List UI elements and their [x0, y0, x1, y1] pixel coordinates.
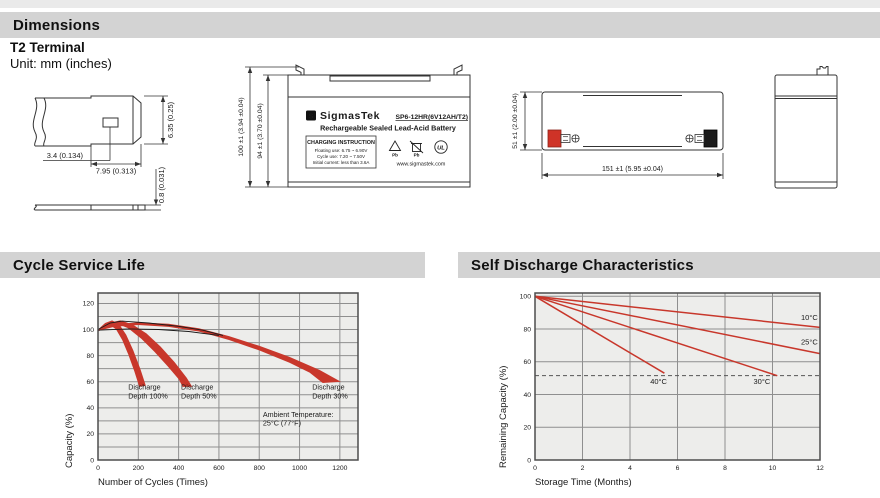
dim-width-label: 51 ±1 (2.00 ±0.04) — [512, 93, 519, 149]
charging-title: CHARGING INSTRUCTION — [307, 140, 375, 146]
battery-type-line: Rechargeable Sealed Lead-Acid Battery — [320, 123, 456, 133]
section-title-dimensions: Dimensions — [13, 16, 101, 34]
chart-annotation: Discharge — [128, 382, 161, 392]
section-header-self-discharge — [458, 252, 880, 278]
x-axis-label: Storage Time (Months) — [535, 477, 632, 488]
x-tick-label: 6 — [675, 465, 680, 472]
chart-annotation: Ambient Temperature: — [262, 409, 334, 419]
chart-annotation: Depth 100% — [128, 391, 168, 401]
y-tick-label: 60 — [86, 379, 94, 387]
x-tick-label: 0 — [533, 465, 537, 472]
unit-note: Unit: mm (inches) — [10, 56, 112, 71]
x-tick-label: 800 — [253, 465, 265, 472]
y-tick-label: 0 — [90, 457, 94, 465]
x-tick-label: 4 — [628, 465, 632, 472]
side-view-outline — [775, 67, 837, 189]
x-tick-label: 0 — [96, 465, 100, 472]
y-tick-label: 20 — [523, 424, 531, 432]
battery-side-view-drawing — [765, 58, 855, 193]
y-tick-label: 40 — [523, 391, 531, 399]
x-tick-label: 10 — [768, 465, 777, 472]
cycle-service-life-chart — [58, 287, 368, 498]
y-tick-label: 80 — [523, 326, 531, 334]
y-tick-label: 100 — [519, 293, 531, 301]
section-title-cycle-life: Cycle Service Life — [13, 256, 146, 274]
chart-annotation: Depth 30% — [312, 391, 348, 401]
ul-letters: UL — [437, 145, 445, 152]
terminal-type-heading: T2 Terminal — [10, 40, 85, 55]
website-text: www.sigmastek.com — [396, 161, 446, 168]
charging-line-1: Floating use: 6.75 ~ 6.90V — [314, 148, 368, 153]
y-tick-label: 100 — [82, 326, 94, 334]
y-axis-label: Capacity (%) — [64, 413, 75, 468]
side-terminal-tab — [817, 67, 828, 76]
dimension-arrows — [91, 96, 165, 205]
dim-tab-height-label: 6.35 (0.25) — [166, 101, 175, 139]
page-top-strip — [0, 0, 880, 8]
dim-thickness-label: 0.8 (0.031) — [157, 166, 166, 204]
dim-case-height-label: 94 ±1 (3.70 ±0.04) — [257, 103, 264, 159]
y-tick-label: 120 — [82, 300, 94, 308]
logo-letter: S — [308, 111, 314, 121]
brand-name: SigmasTek — [320, 110, 381, 122]
battery-front-view-drawing — [235, 55, 490, 205]
chart-annotation: Discharge — [312, 382, 345, 392]
y-tick-label: 80 — [86, 352, 94, 360]
x-tick-label: 1000 — [291, 465, 308, 472]
series-label: 30°C — [753, 376, 771, 386]
y-axis-label: Remaining Capacity (%) — [498, 365, 509, 468]
self-discharge-chart — [492, 287, 837, 498]
series-label: 25°C — [801, 337, 818, 347]
dim-total-height-label: 100 ±1 (3.94 ±0.04) — [238, 97, 245, 157]
chart-annotation: Depth 50% — [181, 391, 217, 401]
x-tick-label: 8 — [723, 465, 727, 472]
y-tick-label: 60 — [523, 359, 531, 367]
section-header-dimensions — [0, 12, 880, 38]
x-tick-label: 400 — [172, 465, 185, 472]
pb-trash-label: Pb — [413, 152, 420, 158]
pb-recycle-label: Pb — [392, 152, 398, 158]
series-label: 10°C — [801, 313, 818, 323]
y-tick-label: 20 — [86, 431, 94, 439]
x-tick-label: 200 — [132, 465, 144, 472]
model-number: SP6-12HR(6V12AH/T2) — [395, 114, 468, 121]
dim-tab-length-label: 7.95 (0.313) — [95, 166, 137, 176]
x-tick-label: 1200 — [332, 465, 348, 472]
section-header-cycle-life — [0, 252, 425, 278]
series-label: 40°C — [650, 376, 667, 386]
chart-annotation: 25°C (77°F) — [262, 418, 301, 428]
y-tick-label: 40 — [86, 405, 94, 413]
terminal-detail-drawing — [5, 85, 220, 235]
battery-top-view-drawing — [505, 58, 740, 193]
charging-line-3: Initial current: less than 3.6A — [312, 160, 370, 165]
y-tick-label: 0 — [527, 457, 531, 465]
dim-hole-offset-label: 3.4 (0.134) — [46, 151, 83, 160]
charging-line-2: Cycle use: 7.20 ~ 7.50V — [317, 154, 365, 159]
x-tick-label: 600 — [213, 465, 225, 472]
x-axis-label: Number of Cycles (Times) — [98, 477, 208, 488]
x-tick-label: 2 — [580, 465, 585, 472]
section-title-self-discharge: Self Discharge Characteristics — [471, 256, 694, 274]
dim-length-label: 151 ±1 (5.95 ±0.04) — [601, 166, 664, 173]
x-tick-label: 12 — [816, 465, 824, 472]
chart-annotation: Discharge — [181, 382, 214, 392]
